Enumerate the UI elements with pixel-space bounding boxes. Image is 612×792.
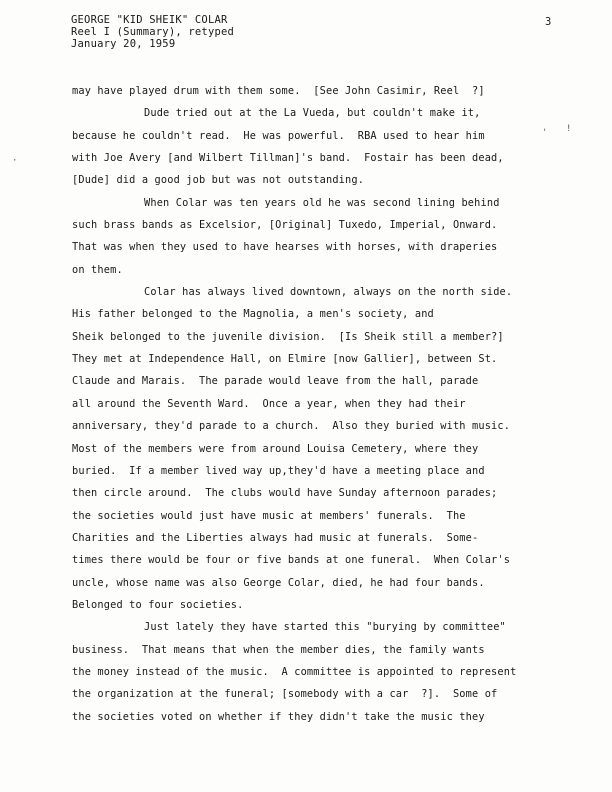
text-line: because he couldn't read. He was powerful. RBA used to hear him (72, 129, 485, 142)
text-line: may have played drum with them some. [See John Casimir, Reel ?] (72, 85, 485, 97)
text-line: Dude tried out at the La Vueda, but couldn't make it, (144, 107, 481, 120)
margin-mark: ! (566, 124, 572, 134)
text-line: such brass bands as Excelsior, [Original] Tuxedo, Imperial, Onward. (72, 219, 498, 232)
text-line: times there would be four or five bands at one funeral. When Colar's (72, 554, 511, 567)
text-line: uncle, whose name was also George Colar, died, he had four bands. (72, 576, 485, 589)
text-line: They met at Independence Hall, on Elmire [now Gallier], between St. (72, 353, 498, 366)
text-line: His father belonged to the Magnolia, a men's society, and (72, 308, 434, 321)
text-line: Most of the members were from around Louisa Cemetery, where they (72, 442, 479, 455)
text-line: Colar has always lived downtown, always on the north side. (144, 286, 513, 299)
text-line: then circle around. The clubs would have Sunday afternoon parades; (72, 487, 498, 500)
text-line: Sheik belonged to the juvenile division. [Is Sheik still a member?] (72, 330, 504, 343)
header-reel: Reel I (Summary), retyped (71, 26, 235, 38)
margin-mark: ' (542, 128, 548, 138)
document-header (71, 14, 234, 50)
text-line: all around the Seventh Ward. Once a year, when they had their (72, 397, 466, 410)
text-line: the societies voted on whether if they didn't take the music they (72, 710, 485, 723)
text-line: anniversary, they'd parade to a church. Also they buried with music. (72, 420, 511, 433)
text-line: [Dude] did a good job but was not outstanding. (72, 174, 365, 187)
text-line: the money instead of the music. A committee is appointed to represent (72, 665, 517, 678)
text-line: When Colar was ten years old he was second lining behind (144, 196, 500, 209)
text-line: with Joe Avery [and Wilbert Tillman]'s band. Fostair has been dead, (72, 152, 504, 165)
text-line: business. That means that when the member dies, the family wants (72, 643, 485, 656)
text-line: the societies would just have music at members' funerals. The (72, 509, 466, 522)
document-body (72, 80, 572, 728)
margin-mark: · (12, 156, 18, 166)
text-line: buried. If a member lived way up,they'd have a meeting place and (72, 464, 485, 477)
header-date: January 20, 1959 (71, 38, 176, 50)
text-line: Just lately they have started this "burying by committee" (144, 621, 506, 634)
text-line: Charities and the Liberties always had music at funerals. Some- (72, 531, 479, 544)
header-title: GEORGE "KID SHEIK" COLAR (71, 14, 228, 26)
page-number: 3 (545, 16, 552, 28)
text-line: Claude and Marais. The parade would leave from the hall, parade (72, 375, 479, 388)
text-line: That was when they used to have hearses with horses, with draperies (72, 241, 498, 254)
text-line: on them. (72, 263, 123, 276)
text-line: Belonged to four societies. (72, 598, 244, 611)
text-line: the organization at the funeral; [somebody with a car ?]. Some of (72, 688, 498, 701)
